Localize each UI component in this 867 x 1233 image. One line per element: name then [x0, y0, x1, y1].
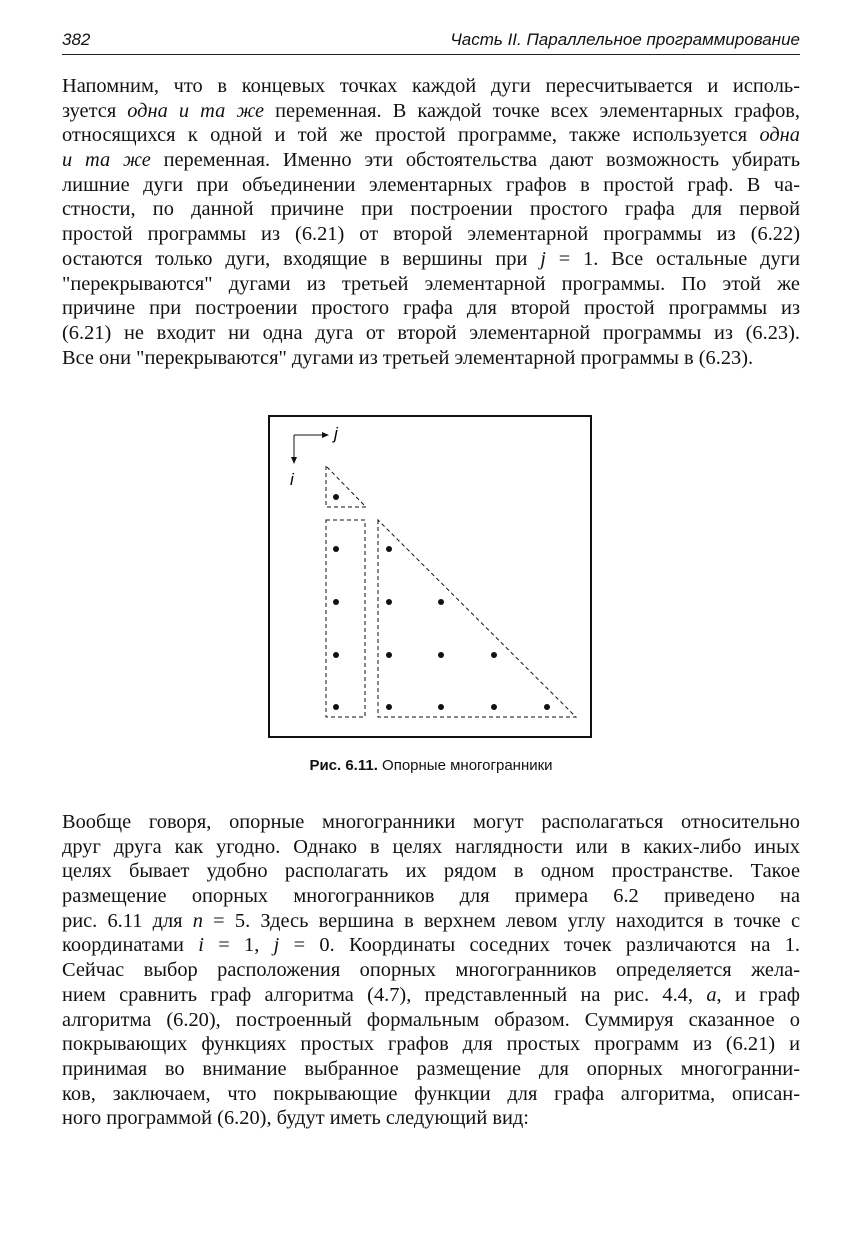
text-run: покрывающих функциях простых графов для простых программ из (6.21) и — [62, 1033, 800, 1056]
text-line — [62, 1032, 800, 1057]
text-line — [62, 321, 800, 346]
grid-point — [438, 652, 444, 658]
axis-i-label: i — [290, 470, 294, 489]
text-line — [62, 1106, 800, 1131]
text-run: относящихся к одной и той же простой программе, также используется — [62, 124, 760, 147]
text-run: Сейчас выбор расположения опорных многогранников определяется жела- — [62, 959, 800, 982]
text-run: лишние дуги при объединении элементарных графов в простой граф. В ча- — [62, 173, 800, 196]
text-line — [62, 99, 800, 124]
text-line — [62, 346, 800, 371]
text-line — [62, 173, 800, 198]
text-run: переменная. В каждой точке всех элементарных графов, — [264, 99, 800, 122]
text-run: принимая во внимание выбранное размещение для опорных многогранни- — [62, 1057, 800, 1080]
text-run: = 1. Все остальные дуги — [545, 247, 801, 270]
paragraph-1 — [62, 74, 800, 370]
text-run: нием сравнить граф алгоритма (4.7), представленный на рис. 4.4, — [62, 983, 707, 1006]
italic-run: одна и та же — [127, 99, 265, 122]
chapter-title: Часть II. Параллельное программирование — [450, 30, 800, 49]
text-run: остаются только дуги, входящие в вершины при — [62, 247, 541, 270]
text-line — [62, 123, 800, 148]
italic-run: а — [706, 983, 717, 1006]
grid-point — [386, 599, 392, 605]
text-line — [62, 1057, 800, 1082]
text-run: причине при построении простого графа для второй простой программы из — [62, 297, 800, 320]
grid-point — [386, 546, 392, 552]
figure-frame — [269, 416, 591, 737]
text-run: (6.21) не входит ни одна дуга от второй элементарной программы из (6.23). — [62, 321, 800, 344]
italic-run: одна — [759, 124, 800, 147]
text-line — [62, 958, 800, 983]
running-header — [62, 28, 800, 55]
text-run: зуется — [62, 99, 128, 122]
text-line — [62, 835, 800, 860]
text-line — [62, 933, 800, 958]
text-run: Напомним, что в концевых точках каждой дуги пересчитывается и исполь- — [62, 75, 800, 97]
axis-j-label: j — [334, 424, 338, 443]
text-line — [62, 1082, 800, 1107]
text-run: рис. 6.11 для — [62, 909, 193, 932]
small-triangle-polytope — [326, 466, 366, 507]
text-run: целях бывает удобно располагать их рядом в одном пространстве. Такое — [62, 860, 800, 883]
text-line — [62, 148, 800, 173]
caption-text: Опорные многогранники — [382, 757, 553, 774]
text-run: , и граф — [716, 983, 800, 1006]
axis-i-arrow — [291, 435, 297, 464]
text-run: Все они "перекрываются" дугами из третьей элементарной программы в (6.23). — [62, 346, 754, 369]
grid-point — [438, 599, 444, 605]
text-line — [62, 296, 800, 321]
text-line — [62, 1008, 800, 1033]
large-triangle-polytope — [378, 520, 576, 717]
text-run: простой программы из (6.21) от второй элементарной программы из (6.22) — [62, 223, 800, 246]
grid-point — [386, 652, 392, 658]
grid-point — [544, 704, 550, 710]
page-number: 382 — [62, 30, 91, 49]
italic-run: i — [198, 934, 204, 957]
text-run: стности, по данной причине при построении простого графа для первой — [62, 198, 800, 221]
text-line — [62, 247, 800, 272]
grid-point — [333, 599, 339, 605]
figure-6-11 — [268, 415, 592, 738]
text-run: координатами — [62, 934, 199, 957]
italic-run: j — [540, 247, 546, 270]
italic-run: и та же — [62, 149, 151, 172]
grid-point — [438, 704, 444, 710]
text-run: друг друга как угодно. Однако в целях наглядности или в каких-либо иных — [62, 835, 800, 858]
grid-point — [491, 652, 497, 658]
text-line — [62, 884, 800, 909]
text-line — [62, 810, 800, 835]
text-run: "перекрываются" дугами из третьей элементарной программы. По этой же — [62, 272, 800, 295]
grid-point — [333, 494, 339, 500]
text-run: алгоритма (6.20), построенный формальным образом. Суммируя сказанное о — [62, 1008, 800, 1031]
italic-run: n — [192, 909, 203, 932]
grid-point — [333, 546, 339, 552]
text-run: = 1, — [203, 934, 274, 957]
text-run: ного программой (6.20), будут иметь следующий вид: — [62, 1107, 529, 1130]
text-line — [62, 222, 800, 247]
text-run: Вообще говоря, опорные многогранники могут располагаться относительно — [62, 811, 800, 833]
text-line — [62, 909, 800, 934]
text-line — [62, 983, 800, 1008]
text-run: = 5. Здесь вершина в верхнем левом углу находится в точке с — [202, 909, 800, 932]
text-line — [62, 272, 800, 297]
text-run: размещение опорных многогранников для примера 6.2 приведено на — [62, 885, 800, 908]
text-run: переменная. Именно эти обстоятельства дают возможность убирать — [150, 149, 801, 172]
text-run: = 0. Координаты соседних точек различаются на 1. — [279, 934, 800, 957]
paragraph-2 — [62, 810, 800, 1131]
figure-caption — [62, 757, 800, 774]
text-line — [62, 74, 800, 99]
grid-point — [333, 704, 339, 710]
axis-j-arrow — [294, 432, 329, 438]
text-run: ков, заключаем, что покрывающие функции для графа алгоритма, описан- — [62, 1082, 800, 1105]
text-line — [62, 859, 800, 884]
grid-point — [333, 652, 339, 658]
grid-point — [491, 704, 497, 710]
italic-run: j — [273, 934, 280, 957]
text-line — [62, 197, 800, 222]
grid-point — [386, 704, 392, 710]
caption-label: Рис. 6.11. — [309, 757, 378, 774]
vertical-rectangle-polytope — [326, 520, 365, 717]
